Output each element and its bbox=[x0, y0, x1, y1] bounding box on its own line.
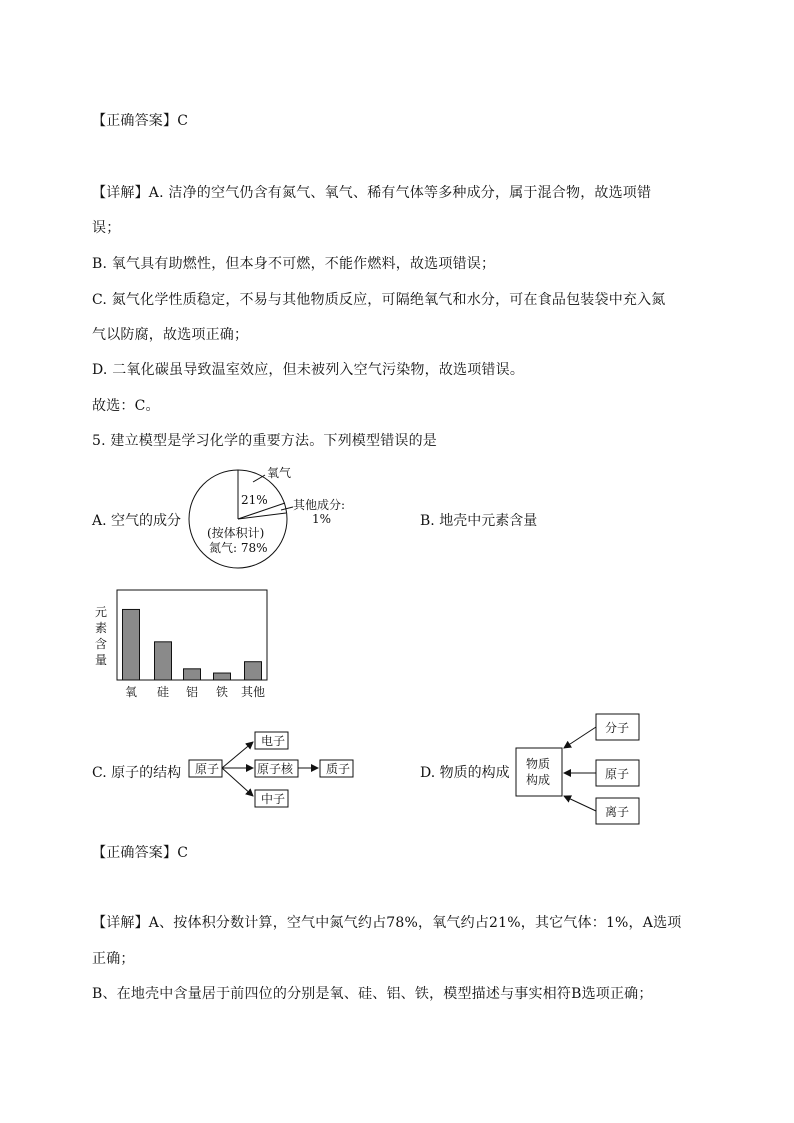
proton-text: 质子 bbox=[326, 762, 351, 776]
pie-nitrogen: 氮气: 78% bbox=[209, 541, 268, 555]
atom-text-d: 原子 bbox=[605, 767, 630, 781]
bar-5 bbox=[245, 662, 262, 680]
pie-oxygen-pct: 21% bbox=[241, 493, 268, 507]
atom-text: 原子 bbox=[195, 762, 220, 776]
detail-1-line-7: 故选：C。 bbox=[92, 398, 160, 414]
pie-other-pct: 1% bbox=[312, 512, 332, 526]
bar-ylabel-2: 素 bbox=[95, 621, 108, 635]
bar-label-group bbox=[125, 684, 265, 699]
bar-ylabel-4: 量 bbox=[95, 653, 108, 667]
arrow-to-neutron bbox=[222, 768, 253, 796]
detail-2-line-2: 正确； bbox=[92, 951, 135, 967]
detail-1-line-2: 误； bbox=[92, 220, 121, 236]
pie-other-label: 其他成分: bbox=[293, 498, 346, 512]
pie-oxygen-label: 氧气 bbox=[267, 466, 292, 480]
bar-ylabel-1: 元 bbox=[95, 605, 108, 619]
bar-ylabel-3: 含 bbox=[95, 637, 108, 651]
detail-1-line-1: 【详解】A. 洁净的空气仍含有氮气、氧气、稀有气体等多种成分，属于混合物，故选项错 bbox=[92, 185, 652, 201]
option-c-label: C. 原子的结构 bbox=[92, 765, 182, 781]
electron-text: 电子 bbox=[261, 734, 286, 748]
nucleus-text: 原子核 bbox=[257, 762, 294, 776]
arrow-to-electron bbox=[222, 742, 253, 768]
detail-2-line-1: 【详解】A、按体积分数计算，空气中氮气约占78%，氧气约占21%，其它气体：1%，A选项 bbox=[92, 915, 682, 931]
answer-1: 【正确答案】C bbox=[92, 113, 189, 129]
detail-1-line-4: C. 氮气化学性质稳定，不易与其他物质反应，可隔绝氧气和水分，可在食品包装袋中充入氮 bbox=[92, 292, 666, 308]
detail-1-line-3: B. 氧气具有助燃性，但本身不可燃，不能作燃料，故选项错误； bbox=[92, 256, 496, 272]
neutron-text: 中子 bbox=[261, 792, 286, 806]
atom-structure-diagram bbox=[185, 728, 360, 810]
detail-1-line-6: D. 二氧化碳虽导致温室效应，但未被列入空气污染物，故选项错误。 bbox=[92, 362, 525, 378]
answer-2: 【正确答案】C bbox=[92, 845, 189, 861]
bar-3 bbox=[184, 669, 201, 680]
arrow-from-ion bbox=[564, 796, 596, 811]
detail-1-line-5: 气以防腐，故选项正确； bbox=[92, 327, 249, 343]
crust-element-bar-chart bbox=[90, 586, 275, 704]
arrow-from-molecule bbox=[564, 727, 596, 748]
bar-2 bbox=[155, 642, 172, 680]
bar-category-label-5: 其他 bbox=[240, 685, 266, 699]
matter-center-line-1: 物质 bbox=[526, 757, 551, 771]
detail-2-line-3: B、在地壳中含量居于前四位的分别是氧、硅、铝、铁，模型描述与事实相符B选项正确； bbox=[92, 986, 653, 1002]
matter-composition-diagram bbox=[512, 710, 647, 830]
bar-1 bbox=[123, 609, 140, 680]
matter-center-line-2: 构成 bbox=[526, 773, 551, 787]
bar-category-label-2: 硅 bbox=[156, 685, 170, 699]
air-composition-pie bbox=[185, 462, 375, 582]
matter-center-box bbox=[516, 748, 562, 796]
option-d-label: D. 物质的构成 bbox=[420, 765, 510, 781]
pie-basis: (按体积计) bbox=[207, 526, 265, 540]
molecule-text: 分子 bbox=[605, 721, 630, 735]
option-b-label: B. 地壳中元素含量 bbox=[420, 513, 538, 529]
question-5: 5. 建立模型是学习化学的重要方法。下列模型错误的是 bbox=[92, 433, 438, 449]
bar-category-label-4: 铁 bbox=[215, 685, 229, 699]
bar-category-label-1: 氧 bbox=[124, 685, 138, 699]
ion-text: 离子 bbox=[605, 805, 630, 819]
option-a-label: A. 空气的成分 bbox=[92, 513, 182, 529]
bar-category-label-3: 铝 bbox=[185, 685, 199, 699]
bar-4 bbox=[214, 673, 231, 680]
